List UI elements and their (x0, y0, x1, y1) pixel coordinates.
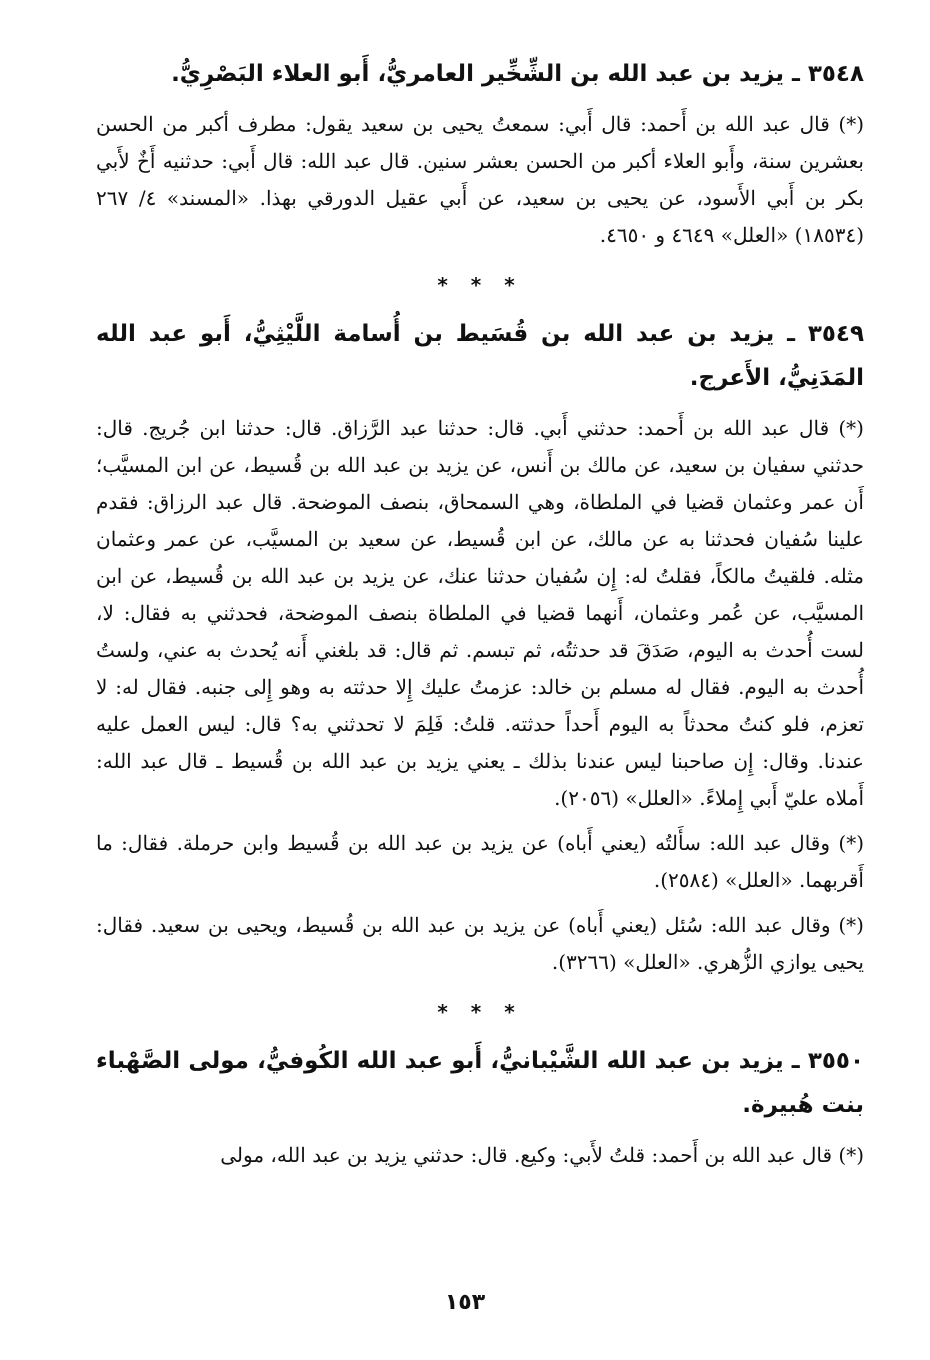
entry-3550 (96, 1039, 864, 1174)
entry-paragraph: (*) وقال عبد الله: سأَلتُه (يعني أَباه) عن يزيد بن عبد الله بن قُسيط وابن حرملة. فقال: ما أَقربهما. «العلل» (٢٥٨٤). (96, 831, 864, 892)
section-divider: * * * (437, 273, 523, 297)
entry-heading: ٣٥٤٩ ـ يزيد بن عبد الله بن قُسَيط بن أُسامة اللَّيْثِيُّ، أَبو عبد الله المَدَنِيُّ، الأَعرج. (96, 321, 864, 391)
section-divider: * * * (437, 1000, 523, 1024)
entry-paragraph: (*) قال عبد الله بن أَحمد: قلتُ لأَبي: وكيع. قال: حدثني يزيد بن عبد الله، مولى (220, 1143, 864, 1167)
entry-heading: ٣٥٥٠ ـ يزيد بن عبد الله الشَّيْبانيُّ، أَبو عبد الله الكُوفيُّ، مولى الصَّهْباء بنت هُبيرة. (96, 1048, 864, 1118)
entry-paragraph: (*) قال عبد الله بن أَحمد: قال أَبي: سمعتُ يحيى بن سعيد يقول: مطرف أكبر من الحسن بعشرين سنة، وأَبو العلاء أكبر من الحسن بعشر سنين. قال عبد الله: قال أَبي: حدثنيه أَخٌ لأَبي بكر بن أَبي الأَسود، عن يحيى بن سعيد، عن أَبي عقيل الدورقي بهذا. «المسند» ٤/ ٢٦٧ (١٨٥٣٤) «العلل» ٤٦٤٩ و ٤٦٥٠. (96, 112, 864, 247)
page-number: ١٥٣ (444, 1290, 486, 1315)
entry-3548 (96, 52, 864, 254)
entry-3549 (96, 312, 864, 981)
entry-paragraph: (*) قال عبد الله بن أَحمد: حدثني أَبي. قال: حدثنا عبد الرَّزاق. قال: حدثنا ابن جُريج. قال: حدثني سفيان بن سعيد، عن مالك بن أَنس، عن يزيد بن عبد الله بن قُسيط، عن ابن المسيَّب؛ أَن عمر وعثمان قضيا في الملطاة، وهي السمحاق، بنصف الموضحة. قال عبد الرزاق: فقدم علينا سُفيان فحدثنا به عن مالك، عن ابن قُسيط، عن سعيد بن المسيَّب، عن عمر وعثمان مثله. فلقيتُ مالكاً، فقلتُ له: إِن سُفيان حدثنا عنك، عن يزيد بن عبد الله بن قُسيط، عن ابن المسيَّب، عن عُمر وعثمان، أَنهما قضيا في الملطاة بنصف الموضحة، فحدثني به فقال: لا، لست أُحدث به اليوم، صَدَقَ قد حدثتُه، ثم تبسم. ثم قال: قد بلغني أَنه يُحدث به عني، ولستُ أُحدث به اليوم. فقال له مسلم بن خالد: عزمتُ عليك إِلا حدثته به وهو إِلى جنبه. فقال له: لا تعزم، فلو كنتُ محدثاً به اليوم أَحداً حدثته. قلتُ: فَلِمَ لا تحدثني به؟ قال: ليس العمل عليه عندنا. وقال: إِن صاحبنا ليس عندنا بذلك ـ يعني يزيد بن عبد الله بن قُسيط ـ قال عبد الله: أَملاه عليّ أَبي إِملاءً. «العلل» (٢٠٥٦). (96, 416, 865, 810)
entry-paragraph: (*) وقال عبد الله: سُئل (يعني أَباه) عن يزيد بن عبد الله بن قُسيط، ويحيى بن سعيد. فقال: يحيى يوازي الزُّهري. «العلل» (٣٢٦٦). (96, 913, 864, 974)
entry-heading: ٣٥٤٨ ـ يزيد بن عبد الله بن الشِّخِّير العامريُّ، أَبو العلاء البَصْرِيُّ. (171, 61, 864, 87)
